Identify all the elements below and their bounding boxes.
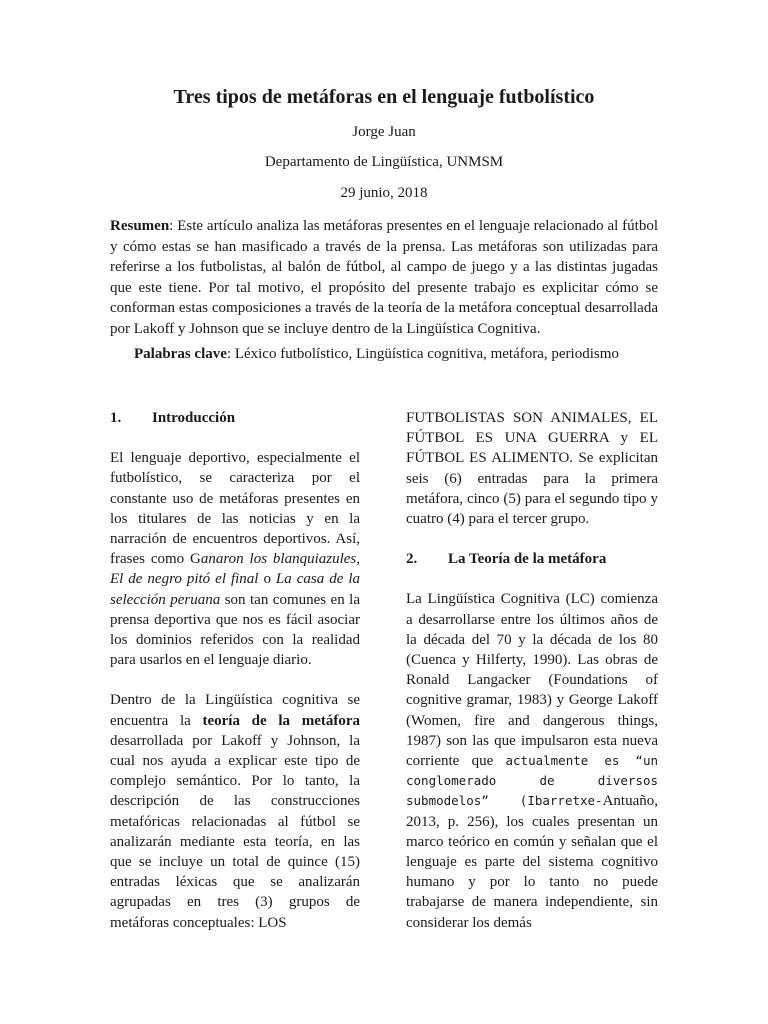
keywords-text: : Léxico futbolístico, Lingüística cognitiva, metáfora, periodismo xyxy=(226,346,619,362)
text-run: desarrollada por Lakoff y Johnson, la cual nos ayuda a explicar este tipo de complejo semántico. Por lo tanto, la descripción de las construcciones metafóricas relacionadas al fútbol se analizarán mediante esta teoría, en las que se incluye un total de quince (15) entradas léxicas que se analizarán agrupadas en tres (3) grupos de metáforas conceptuales: LOS xyxy=(110,732,360,931)
monospace-quote: actualmente es “un conglomerado de diversos submodelos” (Ibarretxe- xyxy=(406,753,658,809)
text-run: son tan comunes en la prensa deportiva que nos es fácil asociar los dominios referidos con la realidad para usarlos en el lenguaje diario. xyxy=(110,591,360,669)
text-run: Antuaño, 2013, p. 256), los cuales presentan un marco teórico en común y señalan que el lenguaje es parte del sistema cognitivo humano y por lo tanto no puede trabajarse de manera independiente, sin considerar los demás xyxy=(406,793,658,931)
left-column xyxy=(110,408,360,933)
section-1-paragraph-1 xyxy=(110,448,360,670)
section-1-paragraph-2-continued: FUTBOLISTAS SON ANIMALES, EL FÚTBOL ES UNA GUERRA y EL FÚTBOL ES ALIMENTO. Se explicitan seis (6) entradas para la primera metáfora, cinco (5) para el segundo tipo y cuatro (4) para el tercer grupo. xyxy=(406,410,658,528)
section-2-heading xyxy=(406,549,658,569)
bold-term: teoría de la metáfora xyxy=(202,712,360,729)
publication-date: 29 junio, 2018 xyxy=(340,185,428,201)
text-run: El lenguaje deportivo, especialmente el futbolístico, se caracteriza por el constante uso de metáforas presentes en los titulares de las noticias y en la narración de encuentros deportivos. Así, frases como G xyxy=(110,450,360,568)
keywords xyxy=(134,346,694,363)
text-run: o xyxy=(258,571,276,588)
text-run: La Lingüística Cognitiva (LC) comienza a desarrollarse entre los últimos años de la década del 70 y la década de los 80 (Cuenca y Hilferty, 1990). Las obras de Ronald Langacker (Foundations of cognitive gramar, 1983) y George Lakoff (Women, fire and dangerous things, 1987) son las que impulsaron esta nueva corriente que xyxy=(406,591,658,770)
italic-example: La casa de la selección peruana xyxy=(110,571,361,608)
section-2-number: 2. xyxy=(406,551,418,568)
section-1-heading xyxy=(110,408,360,428)
abstract xyxy=(110,216,658,339)
author-affiliation: Departamento de Lingüística, UNMSM xyxy=(264,154,504,170)
abstract-label: Resumen xyxy=(110,218,170,234)
text-run: Dentro de la Lingüística cognitiva se encuentra la xyxy=(110,692,360,729)
section-1-paragraph-2 xyxy=(110,690,360,932)
author-name: Jorge Juan xyxy=(352,124,416,140)
abstract-text: : Este artículo analiza las metáforas presentes en el lenguaje relacionado al fútbol y cómo estas se han masificado a través de la prensa. Las metáforas son utilizadas para referirse a los futbolistas, al balón de fútbol, al campo de juego y a las distintas jugadas que este tiene. Por tal motivo, el propósito del presente trabajo es explicitar cómo se conforman estas composiciones a través de la teoría de la metáfora conceptual desarrollada por Lakoff y Johnson que se incluye dentro de la Lingüística Cognitiva. xyxy=(110,218,658,337)
section-1-title: Introducción xyxy=(152,410,236,426)
italic-example: anaron los blanquiazules, El de negro pitó el final xyxy=(110,551,361,588)
section-1-number: 1. xyxy=(110,410,122,426)
section-2-title: La Teoría de la metáfora xyxy=(448,551,607,568)
paper-title: Tres tipos de metáforas en el lenguaje futbolístico xyxy=(173,86,595,108)
right-column xyxy=(406,408,658,933)
keywords-label: Palabras clave xyxy=(134,346,227,362)
section-2-paragraph-1 xyxy=(406,589,658,932)
